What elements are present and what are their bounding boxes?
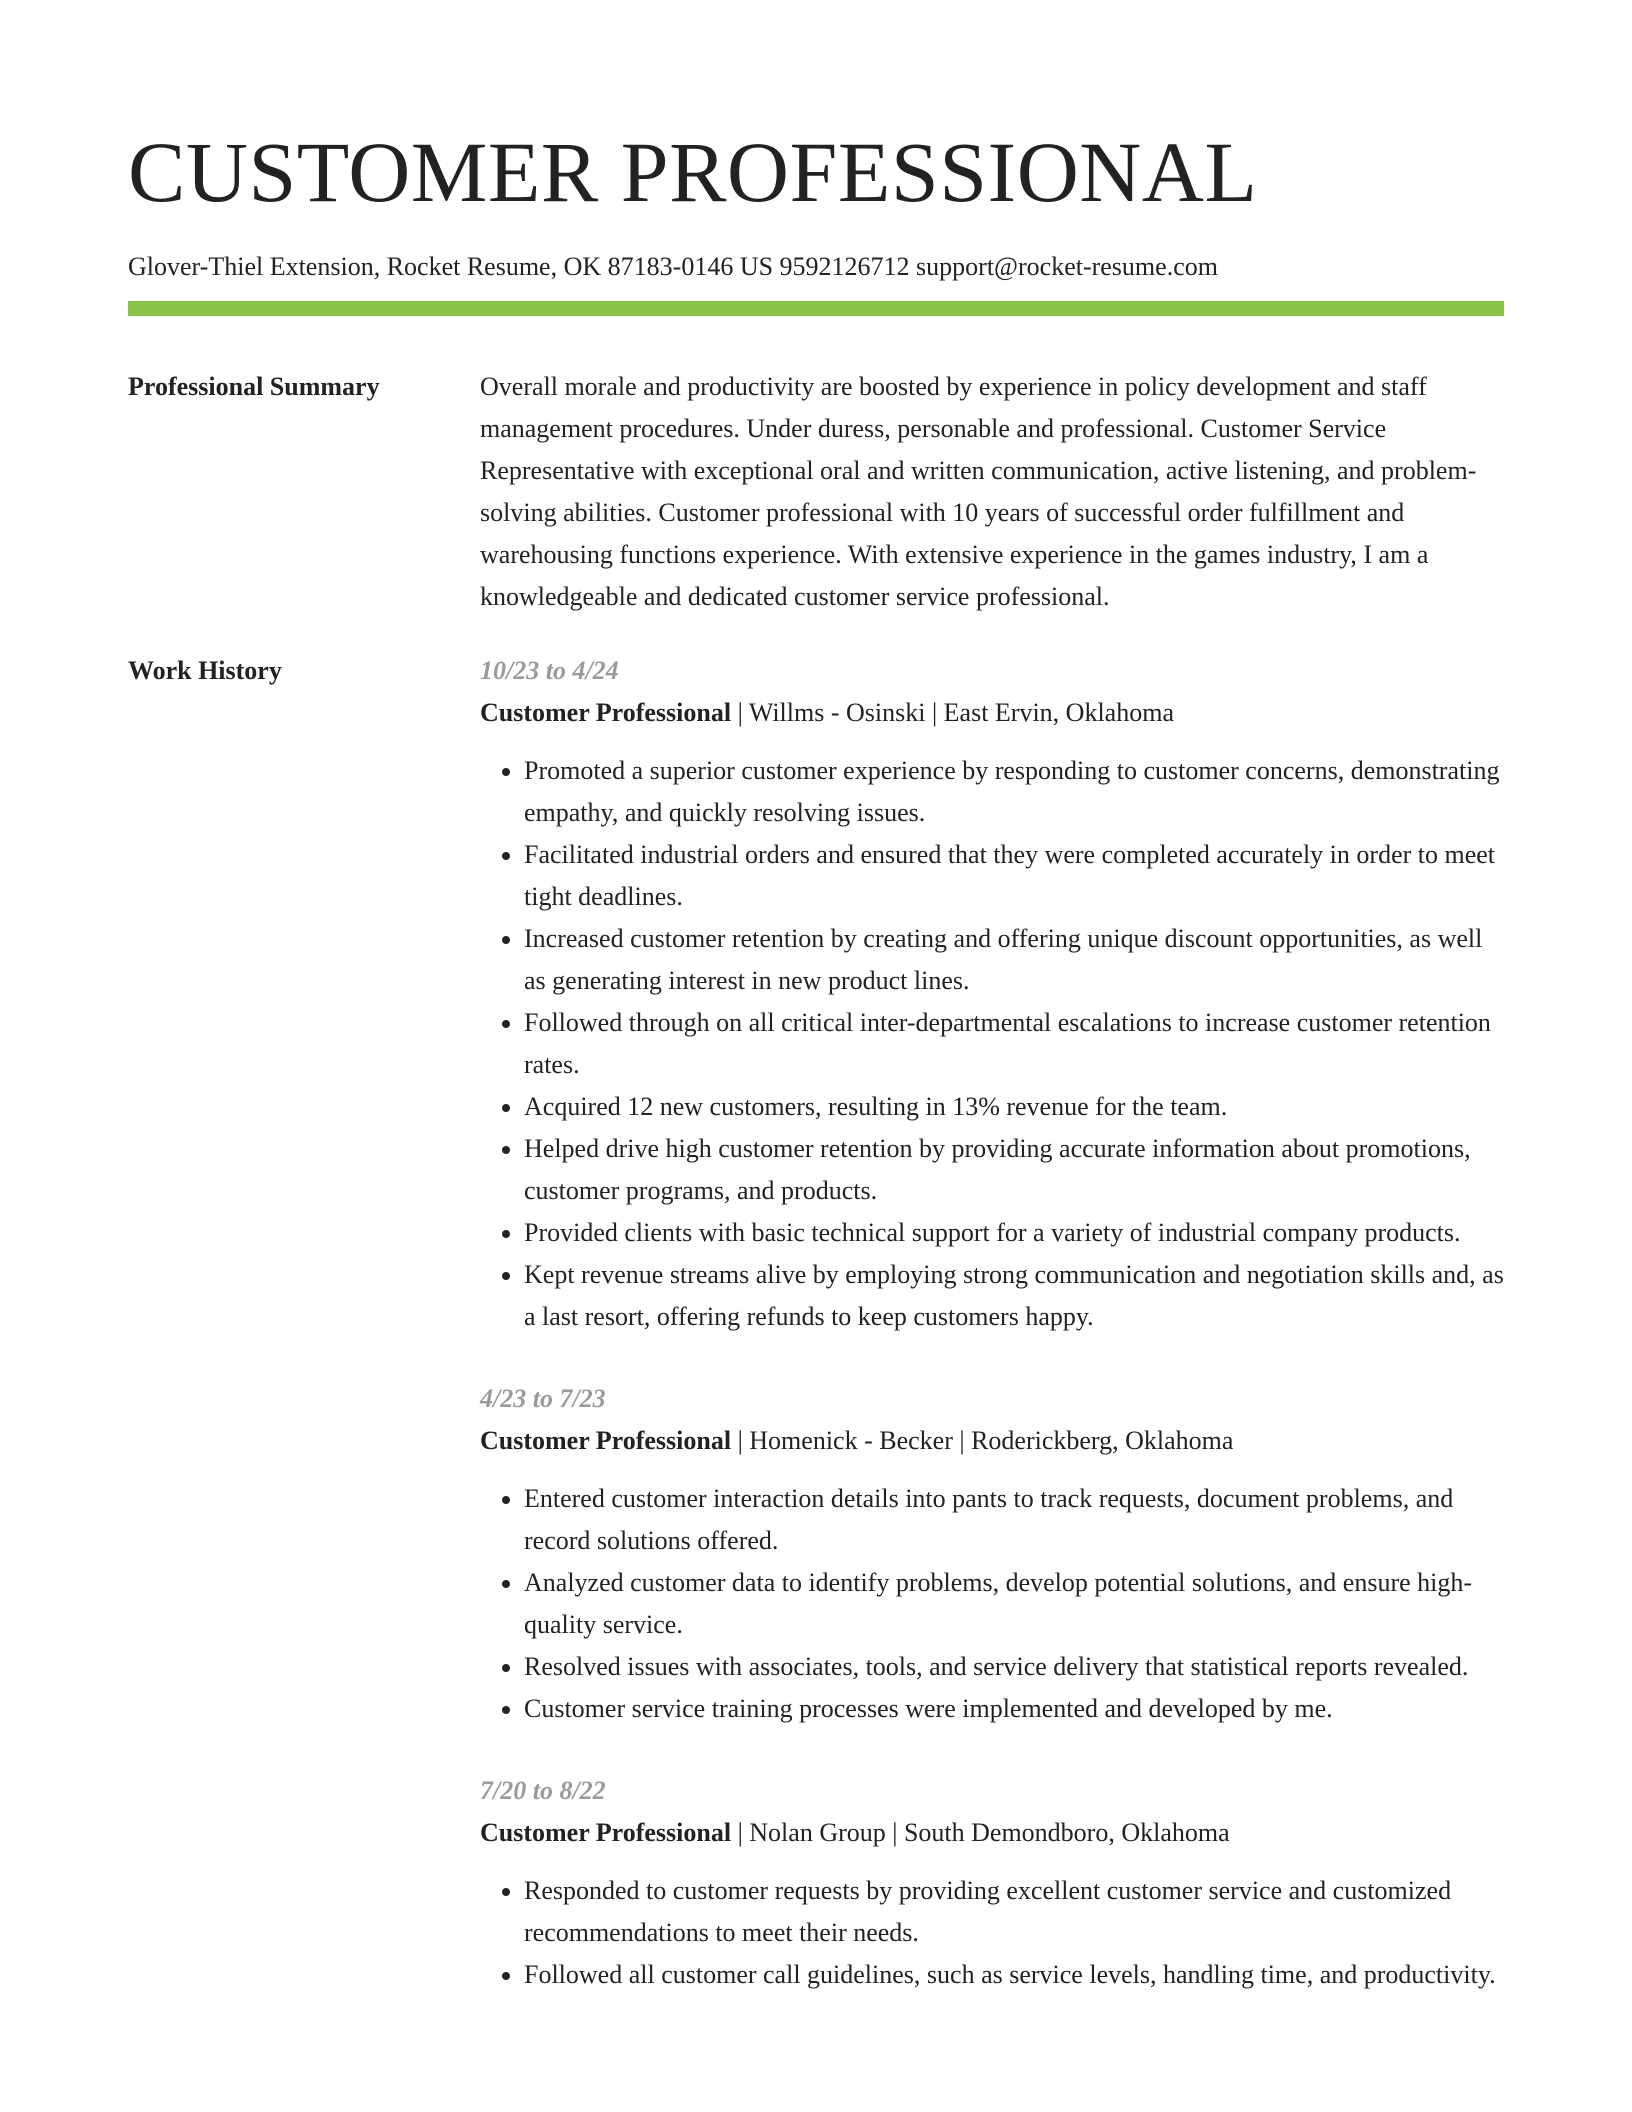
job-bullet: • Increased customer retention by creating and offering unique discount opportunities, as well as generating interest in new product lines. — [524, 918, 1504, 1002]
job-bullets — [480, 750, 1504, 1338]
job-title: Customer Professional — [480, 698, 732, 727]
job-entry — [480, 650, 1504, 1338]
job-bullet: • Responded to customer requests by providing excellent customer service and customized recommendations to meet their needs. — [524, 1870, 1504, 1954]
summary-text: Overall morale and productivity are boosted by experience in policy development and staff management procedures. Under duress, personable and professional. Customer Service Representative with exceptional oral and written communication, active listening, and problem-solving abilities. Customer professional with 10 years of successful order fulfillment and warehousing functions experience. With extensive experience in the games industry, I am a knowledgeable and dedicated customer service professional. — [480, 372, 1477, 611]
job-bullet: • Entered customer interaction details into pants to track requests, document problems, and record solutions offered. — [524, 1478, 1504, 1562]
job-title-line — [480, 1420, 1504, 1462]
job-title-line — [480, 692, 1504, 734]
job-title: Customer Professional — [480, 1818, 732, 1847]
job-bullet: • Followed all customer call guidelines, such as service levels, handling time, and productivity. — [524, 1954, 1504, 1996]
job-bullet: • Helped drive high customer retention by providing accurate information about promotions, customer programs, and products. — [524, 1128, 1504, 1212]
job-employer-location: | Willms - Osinski | East Ervin, Oklahoma — [731, 698, 1174, 727]
job-dates: 4/23 to 7/23 — [480, 1384, 606, 1413]
job-bullets — [480, 1478, 1504, 1730]
job-bullets — [480, 1870, 1504, 1996]
job-title: Customer Professional — [480, 1426, 732, 1455]
section-label-summary: Professional Summary — [128, 372, 380, 401]
professional-summary-section — [128, 366, 1504, 618]
section-label-work-history: Work History — [128, 656, 282, 685]
job-bullet: • Analyzed customer data to identify problems, develop potential solutions, and ensure high-quality service. — [524, 1562, 1504, 1646]
contact-info: Glover-Thiel Extension, Rocket Resume, OK 87183-0146 US 9592126712 support@rocket-resume.com — [128, 252, 1218, 281]
work-history-section — [128, 650, 1504, 2036]
job-bullet: • Followed through on all critical inter-departmental escalations to increase customer retention rates. — [524, 1002, 1504, 1086]
job-bullet: • Promoted a superior customer experience by responding to customer concerns, demonstrating empathy, and quickly resolving issues. — [524, 750, 1504, 834]
job-entry — [480, 1378, 1504, 1730]
job-employer-location: | Nolan Group | South Demondboro, Oklahoma — [731, 1818, 1230, 1847]
job-dates: 10/23 to 4/24 — [480, 656, 619, 685]
resume-name: CUSTOMER PROFESSIONAL — [128, 124, 1258, 220]
job-bullet: • Kept revenue streams alive by employing strong communication and negotiation skills and, as a last resort, offering refunds to keep customers happy. — [524, 1254, 1504, 1338]
job-bullet: • Resolved issues with associates, tools, and service delivery that statistical reports revealed. — [524, 1646, 1504, 1688]
job-bullet: • Acquired 12 new customers, resulting in 13% revenue for the team. — [524, 1086, 1504, 1128]
work-history-list — [480, 650, 1504, 2036]
accent-divider — [128, 301, 1504, 316]
job-bullet: • Facilitated industrial orders and ensured that they were completed accurately in order to meet tight deadlines. — [524, 834, 1504, 918]
job-bullet: • Provided clients with basic technical support for a variety of industrial company products. — [524, 1212, 1504, 1254]
job-employer-location: | Homenick - Becker | Roderickberg, Oklahoma — [731, 1426, 1234, 1455]
job-title-line — [480, 1812, 1504, 1854]
job-dates: 7/20 to 8/22 — [480, 1776, 606, 1805]
job-entry — [480, 1770, 1504, 1996]
job-bullet: • Customer service training processes were implemented and developed by me. — [524, 1688, 1504, 1730]
